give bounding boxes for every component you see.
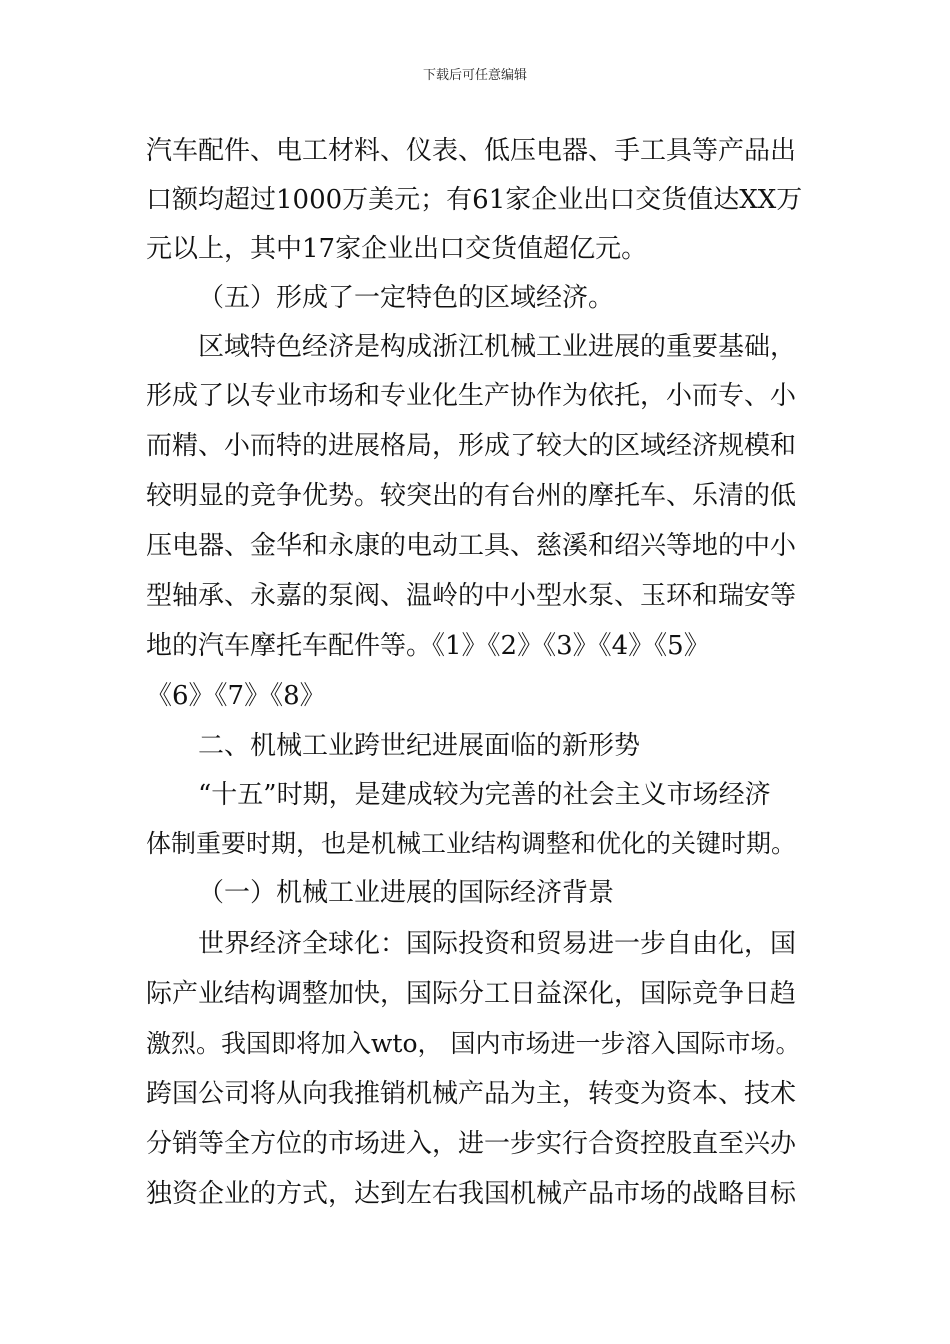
paragraph-line: 地的汽车摩托车配件等。《1》《2》《3》《4》《5》 [146, 631, 710, 661]
paragraph-line: 汽车配件、电工材料、仪表、低压电器、手工具等产品出 [146, 136, 797, 166]
paragraph-line: 较明显的竞争优势。较突出的有台州的摩托车、乐清的低 [146, 481, 797, 511]
section-heading: （五）形成了一定特色的区域经济。 [198, 283, 615, 313]
paragraph-line: 激烈。我国即将加入wto， 国内市场进一步溶入国际市场。 [146, 1029, 801, 1058]
paragraph-line: 而精、小而特的进展格局，形成了较大的区域经济规模和 [146, 431, 797, 461]
paragraph-line: 元以上，其中17家企业出口交货值超亿元。 [146, 234, 648, 264]
chapter-heading: 二、机械工业跨世纪进展面临的新形势 [198, 731, 641, 761]
paragraph-line: 形成了以专业市场和专业化生产协作为依托，小而专、小 [146, 381, 797, 411]
section-heading: （一）机械工业进展的国际经济背景 [198, 878, 615, 908]
paragraph-line: 独资企业的方式，达到左右我国机械产品市场的战略目标 [146, 1179, 797, 1209]
paragraph-line: 《6》《7》《8》 [146, 681, 326, 711]
paragraph-line: 分销等全方位的市场进入，进一步实行合资控股直至兴办 [146, 1129, 797, 1159]
paragraph-line: 体制重要时期，也是机械工业结构调整和优化的关键时期。 [146, 829, 797, 858]
page-header: 下载后可任意编辑 [422, 68, 527, 83]
paragraph-line: 压电器、金华和永康的电动工具、慈溪和绍兴等地的中小 [146, 531, 797, 561]
paragraph-line: “十五”时期，是建成较为完善的社会主义市场经济 [198, 780, 771, 810]
paragraph-line: 世界经济全球化：国际投资和贸易进一步自由化，国 [198, 929, 797, 959]
paragraph-line: 区域特色经济是构成浙江机械工业进展的重要基础， [198, 332, 797, 362]
paragraph-line: 口额均超过1000万美元；有61家企业出口交货值达XX万 [146, 185, 803, 215]
paragraph-line: 跨国公司将从向我推销机械产品为主，转变为资本、技术 [146, 1079, 797, 1109]
paragraph-line: 型轴承、永嘉的泵阀、温岭的中小型水泵、玉环和瑞安等 [146, 581, 797, 611]
paragraph-line: 际产业结构调整加快，国际分工日益深化，国际竞争日趋 [146, 979, 797, 1009]
